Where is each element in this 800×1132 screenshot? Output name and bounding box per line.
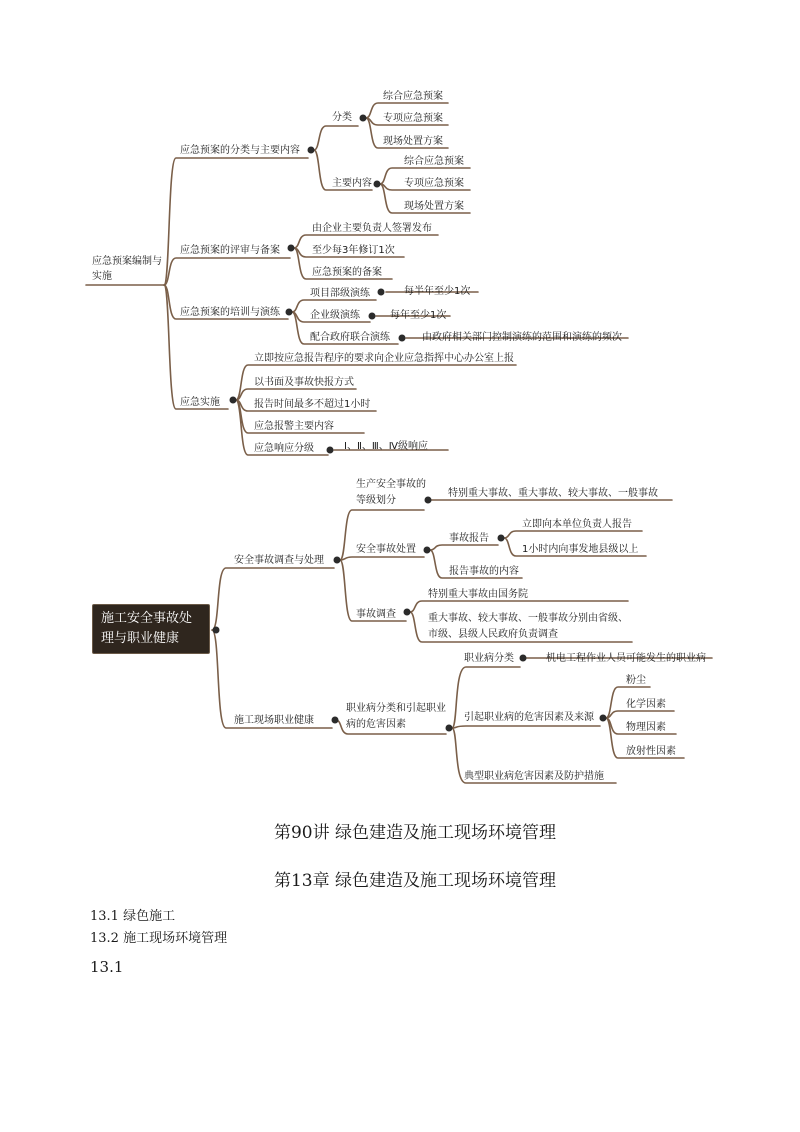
mm2-leaf: 报告事故的内容 — [449, 566, 519, 577]
mm2-node-handling: 安全事故处置 — [356, 544, 416, 555]
mm2-node-occupational: 职业病分类和引起职业病的危害因素 — [346, 703, 446, 730]
mm1-branch-review: 应急预案的评审与备案 — [180, 245, 280, 256]
mm1-leaf: 专项应急预案 — [383, 113, 443, 124]
toc-item: 13.2 施工现场环境管理 — [90, 931, 228, 946]
mm1-leaf: 以书面及事故快报方式 — [254, 377, 354, 388]
mm1-node-category: 分类 — [332, 112, 352, 123]
mm2-leaf: 立即向本单位负责人报告 — [522, 519, 632, 530]
mm2-node-investigation: 事故调查 — [356, 609, 396, 620]
mm1-leaf: 专项应急预案 — [404, 178, 464, 189]
mm2-leaf: 特别重大事故、重大事故、较大事故、一般事故 — [448, 488, 658, 499]
node-dot — [399, 335, 406, 342]
node-dot — [378, 289, 385, 296]
mindmap2-root — [92, 604, 210, 654]
mm1-leaf: 由企业主要负责人签署发布 — [312, 223, 432, 234]
toc-item: 13.1 绿色施工 — [90, 909, 176, 924]
mm1-leaf: 综合应急预案 — [383, 91, 443, 102]
mm1-leaf: 综合应急预案 — [404, 156, 464, 167]
node-dot — [230, 397, 237, 404]
mm2-branch-health: 施工现场职业健康 — [234, 715, 314, 726]
mm1-node-content: 主要内容 — [332, 178, 372, 189]
node-dot — [288, 245, 295, 252]
mm2-node-disease-class: 职业病分类 — [464, 653, 514, 664]
mm1-branch-implementation: 应急实施 — [180, 397, 220, 408]
mm1-leaf: 项目部级演练 — [310, 288, 370, 299]
section-number: 13.1 — [90, 958, 124, 976]
mm1-leaf: 报告时间最多不超过1小时 — [254, 399, 371, 410]
mm1-branch-training: 应急预案的培训与演练 — [180, 307, 280, 318]
node-dot — [360, 115, 367, 122]
mm2-leaf: 粉尘 — [626, 675, 646, 686]
mm1-leaf: 至少每3年修订1次 — [312, 245, 395, 256]
mm1-leaf-detail: 由政府相关部门控制演练的范围和演练的频次 — [422, 332, 622, 343]
node-dot — [332, 717, 339, 724]
chapter-heading: 第13章 绿色建造及施工现场环境管理 — [273, 871, 557, 891]
node-dot — [520, 655, 527, 662]
mm2-leaf: 物理因素 — [626, 722, 666, 733]
mm1-leaf-detail: 每年至少1次 — [390, 310, 447, 321]
mindmap2-root-label: 施工安全事故处理与职业健康 — [101, 611, 193, 646]
mm1-leaf-detail: 每半年至少1次 — [404, 286, 471, 297]
node-dot — [369, 313, 376, 320]
node-dot — [424, 547, 431, 554]
lecture-heading: 第90讲 绿色建造及施工现场环境管理 — [273, 823, 557, 843]
mm2-node-levels: 生产安全事故的等级划分 — [356, 479, 426, 506]
mm2-leaf: 特别重大事故由国务院 — [428, 589, 528, 600]
mm2-node-report: 事故报告 — [449, 533, 489, 544]
node-dot — [286, 309, 293, 316]
mm1-leaf: 应急响应分级 — [254, 443, 314, 454]
node-dot — [213, 627, 220, 634]
mm2-leaf: 重大事故、较大事故、一般事故分别由省级、市级、县级人民政府负责调查 — [428, 613, 628, 640]
node-dot — [327, 447, 334, 454]
mm1-leaf-detail: Ⅰ、Ⅱ、Ⅲ、Ⅳ级响应 — [344, 441, 428, 452]
node-dot — [404, 609, 411, 616]
mm2-leaf: 放射性因素 — [626, 746, 676, 757]
mm2-leaf: 化学因素 — [626, 699, 666, 710]
mm1-leaf: 应急预案的备案 — [312, 267, 382, 278]
mm2-node-hazard: 引起职业病的危害因素及来源 — [464, 712, 594, 723]
node-dot — [600, 715, 607, 722]
mm1-leaf: 企业级演练 — [310, 310, 360, 321]
node-dot — [308, 147, 315, 154]
mm1-leaf: 配合政府联合演练 — [310, 332, 390, 343]
mm2-branch-investigation: 安全事故调查与处理 — [234, 555, 324, 566]
mm2-leaf: 典型职业病危害因素及防护措施 — [464, 771, 604, 782]
mm2-leaf: 1小时内向事发地县级以上 — [522, 544, 639, 555]
mm1-leaf: 现场处置方案 — [404, 201, 464, 212]
mm1-leaf: 应急报警主要内容 — [254, 421, 334, 432]
node-dot — [334, 557, 341, 564]
node-dot — [446, 725, 453, 732]
node-dot — [374, 181, 381, 188]
mm1-branch-classification: 应急预案的分类与主要内容 — [180, 145, 300, 156]
mm2-leaf: 机电工程作业人员可能发生的职业病 — [546, 653, 706, 664]
mm1-leaf: 立即按应急报告程序的要求向企业应急指挥中心办公室上报 — [254, 353, 514, 364]
node-dot — [498, 535, 505, 542]
mm1-leaf: 现场处置方案 — [383, 136, 443, 147]
mindmap1-root: 应急预案编制与实施 — [92, 256, 162, 282]
